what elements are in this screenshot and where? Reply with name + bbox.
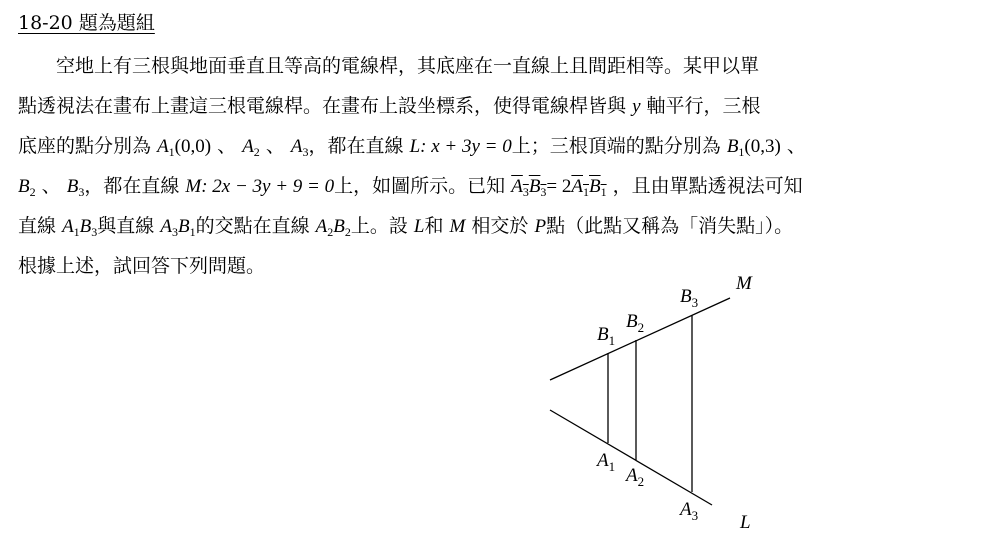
label-B3: $B_3$ <box>680 286 699 310</box>
math-L: L <box>413 216 425 237</box>
label-L: L <box>740 512 751 532</box>
text: 點（此點又稱為「消失點」）。 <box>546 215 794 237</box>
text: 和 <box>424 215 444 237</box>
math-A3: $A_3$ <box>290 136 309 159</box>
text: 上，如圖所示。已知 <box>334 175 506 197</box>
math-segment-A3B3: $A_3B_3$ <box>511 176 547 199</box>
label-A2: $A_2$ <box>626 465 645 489</box>
math-M: M <box>449 216 466 237</box>
math-M: M <box>185 176 202 197</box>
text: 軸平行，三根 <box>646 95 761 117</box>
math-coord: (0,0) <box>174 136 212 157</box>
math-B3: $B_3$ <box>66 176 85 199</box>
text: 上；三根頂端的點分別為 <box>511 135 721 157</box>
text: 的交點在直線 <box>195 215 310 237</box>
paragraph-line-2 <box>18 97 990 116</box>
math-A1: $A_1$ <box>157 136 175 159</box>
paragraph-line-4 <box>18 175 990 199</box>
label-A1: $A_1$ <box>597 450 616 474</box>
math-A2: $A_2$ <box>242 136 260 159</box>
text: 、 <box>786 135 806 157</box>
math-segment-A1B1: $A_1B_1$ <box>571 176 607 199</box>
math-eq-L: : x + 3y = 0 <box>420 136 512 157</box>
text: 、 <box>265 135 285 157</box>
math-B2: $B_2$ <box>18 176 36 199</box>
paragraph-line-1 <box>18 57 1007 76</box>
text: 與直線 <box>97 215 155 237</box>
text: 相交於 <box>471 215 529 237</box>
math-coord: (0,3) <box>744 136 781 157</box>
paragraph-line-3 <box>18 135 990 159</box>
math-A2B2: $A_2B_2$ <box>315 216 351 239</box>
math-B1: $B_1$ <box>726 136 745 159</box>
label-A3: $A_3$ <box>680 499 699 523</box>
line-M <box>550 298 730 380</box>
text: 底座的點分別為 <box>18 135 152 157</box>
text: 根據上述，試回答下列問題。 <box>18 255 266 277</box>
math-L: L <box>409 136 421 157</box>
text: 點透視法在畫布上畫這三根電線桿。在畫布上設坐標系，使得電線桿皆與 <box>18 95 627 117</box>
math-y: y <box>632 96 641 117</box>
math-eq-M: : 2x − 3y + 9 = 0 <box>201 176 335 197</box>
text: 上。設 <box>350 215 408 237</box>
math-A1B3: $A_1B_3$ <box>62 216 98 239</box>
paragraph-line-5 <box>18 215 990 239</box>
section-heading: 18-20 題為題組 <box>18 12 155 34</box>
label-B1: $B_1$ <box>597 324 616 348</box>
text: 直線 <box>18 215 57 237</box>
text: 、 <box>41 175 61 197</box>
line-L <box>550 410 712 505</box>
text: ，且由單點透視法可知 <box>612 175 803 197</box>
label-M: M <box>736 273 752 294</box>
paragraph-line-6 <box>18 257 990 276</box>
text: ，都在直線 <box>308 135 404 157</box>
text: 、 <box>217 135 237 157</box>
perspective-figure <box>540 270 780 532</box>
math-eq: = 2 <box>546 176 572 197</box>
text: ，都在直線 <box>84 175 180 197</box>
math-P: P <box>534 216 547 237</box>
text: 空地上有三根與地面垂直且等高的電線桿，其底座在一直線上且間距相等。某甲以單 <box>56 55 760 77</box>
label-B2: $B_2$ <box>626 311 645 335</box>
math-A3B1: $A_3B_1$ <box>160 216 196 239</box>
